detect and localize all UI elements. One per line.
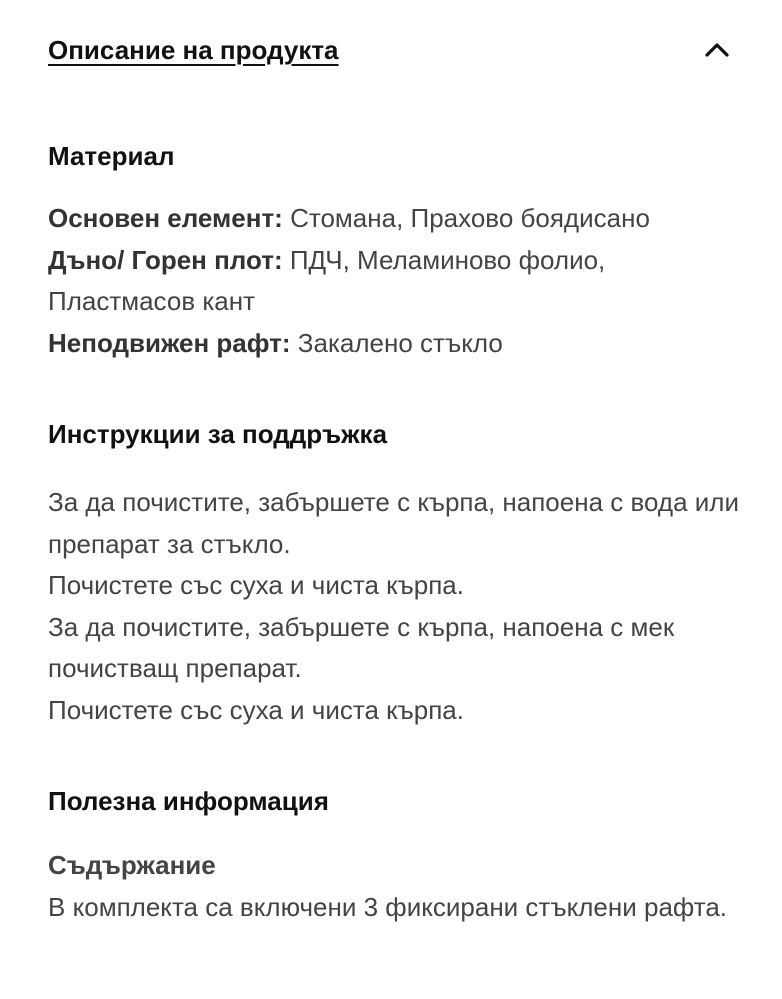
care-instructions-heading: Инструкции за поддръжка — [48, 419, 388, 449]
material-item — [48, 240, 742, 323]
care-instruction-line: Почистете със суха и чиста кърпа. — [48, 570, 464, 600]
material-item — [48, 323, 742, 365]
material-item-label: Дъно/ Горен плот: — [48, 244, 283, 275]
material-list — [48, 198, 742, 364]
care-instructions-text — [48, 482, 742, 731]
material-item-label: Неподвижен рафт: — [48, 327, 291, 358]
care-instruction-line: Почистете със суха и чиста кърпа. — [48, 694, 464, 725]
material-heading: Материал — [48, 141, 175, 171]
material-item-label: Основен елемент: — [48, 203, 283, 233]
accordion-content — [48, 136, 742, 928]
material-item-value: ПДЧ, Меламиново фолио, Пластмасов кант — [48, 244, 606, 316]
contents-heading: Съдържание — [48, 850, 216, 880]
material-item-value: Стомана, Прахово боядисано — [282, 203, 650, 233]
accordion-title[interactable]: Описание на продукта — [48, 34, 339, 65]
care-instruction-line: За да почистите, забършете с кърпа, напоена с вода или препарат за стъкло. — [48, 487, 739, 559]
contents-text: В комплекта са включени 3 фиксирани стъклени рафта. — [48, 891, 728, 922]
useful-info-heading: Полезна информация — [48, 786, 329, 816]
material-item — [48, 198, 742, 240]
care-instruction-line: За да почистите, забършете с кърпа, напоена с мек почистващ препарат. — [48, 611, 675, 683]
chevron-up-icon[interactable] — [700, 33, 734, 67]
material-item-value: Закалено стъкло — [290, 327, 503, 358]
product-description-accordion-header[interactable] — [48, 28, 734, 72]
